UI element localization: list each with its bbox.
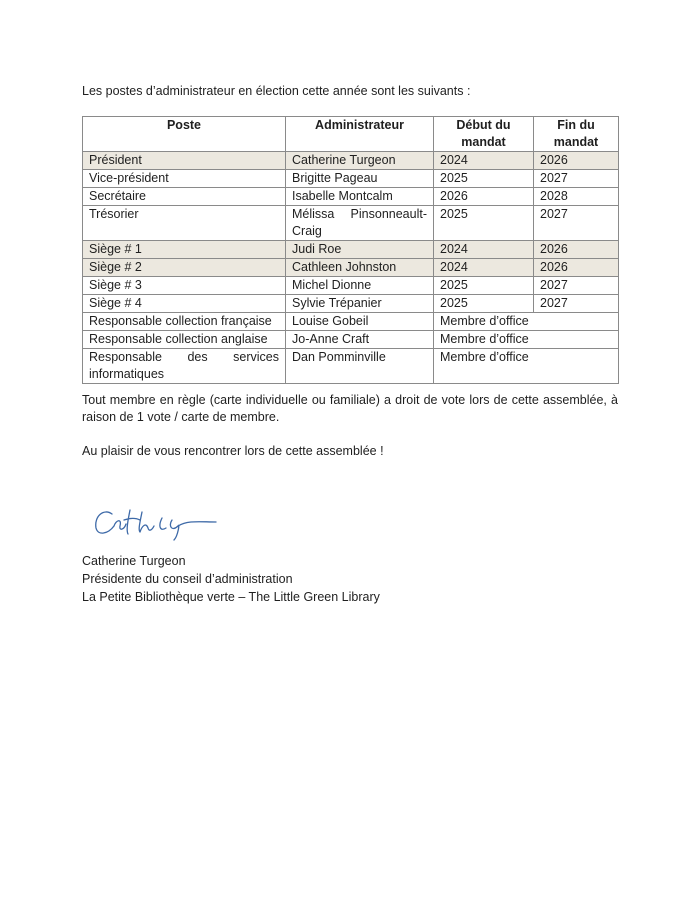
cell-fin: 2027: [534, 206, 619, 241]
cell-poste-line1: Responsable des services: [89, 350, 279, 364]
cell-poste: Trésorier: [83, 206, 286, 241]
header-fin-mandat: [534, 117, 619, 152]
cell-administrateur: Judi Roe: [286, 241, 434, 259]
header-fin-line1: Fin du: [557, 118, 595, 132]
cell-mandat: Membre d’office: [434, 331, 619, 349]
cell-administrateur: Jo-Anne Craft: [286, 331, 434, 349]
table-row: [83, 170, 619, 188]
voting-rights-paragraph: Tout membre en règle (carte individuelle ou familiale) a droit de vote lors de cette assemblée, à raison de 1 vote / carte de membre.: [82, 393, 618, 424]
table-row: [83, 295, 619, 313]
table-header-row: [83, 117, 619, 152]
cell-debut: 2025: [434, 170, 534, 188]
table-row: [83, 241, 619, 259]
signatory-title: Présidente du conseil d’administration: [82, 572, 293, 586]
header-administrateur: Administrateur: [286, 117, 434, 152]
cell-administrateur: Isabelle Montcalm: [286, 188, 434, 206]
cell-poste: Siège # 2: [83, 259, 286, 277]
cell-mandat: Membre d’office: [434, 313, 619, 331]
cell-debut: 2024: [434, 241, 534, 259]
cell-debut: 2024: [434, 259, 534, 277]
signature-block: [82, 553, 622, 607]
cell-administrateur: Dan Pomminville: [286, 349, 434, 384]
cell-administrateur-line1: Mélissa Pinsonneault-: [292, 207, 427, 221]
officers-table: [82, 116, 619, 384]
cell-fin: 2027: [534, 295, 619, 313]
cell-debut: 2026: [434, 188, 534, 206]
header-debut-mandat: [434, 117, 534, 152]
signatory-name: Catherine Turgeon: [82, 554, 186, 568]
cell-administrateur-line2: Craig: [292, 224, 322, 238]
cell-fin: 2027: [534, 277, 619, 295]
cell-debut: 2024: [434, 152, 534, 170]
cell-fin: 2027: [534, 170, 619, 188]
handwritten-signature: [88, 496, 228, 546]
cell-administrateur: Michel Dionne: [286, 277, 434, 295]
cell-administrateur: Catherine Turgeon: [286, 152, 434, 170]
cell-poste: Secrétaire: [83, 188, 286, 206]
table-row: [83, 188, 619, 206]
cell-debut: 2025: [434, 206, 534, 241]
cell-mandat: Membre d’office: [434, 349, 619, 384]
cell-poste-line2: informatiques: [89, 367, 165, 381]
header-debut-line2: mandat: [461, 135, 506, 149]
table-row: [83, 152, 619, 170]
table-row: [83, 313, 619, 331]
cell-fin: 2026: [534, 152, 619, 170]
cell-administrateur: [286, 206, 434, 241]
cell-debut: 2025: [434, 277, 534, 295]
header-debut-line1: Début du: [456, 118, 511, 132]
cell-debut: 2025: [434, 295, 534, 313]
table-row: [83, 206, 619, 241]
cell-fin: 2028: [534, 188, 619, 206]
table-row: [83, 331, 619, 349]
cell-poste: Vice-président: [83, 170, 286, 188]
table-row: [83, 277, 619, 295]
cell-fin: 2026: [534, 241, 619, 259]
cell-poste: Responsable collection française: [83, 313, 286, 331]
organization-name: La Petite Bibliothèque verte – The Little Green Library: [82, 590, 380, 604]
cell-administrateur: Sylvie Trépanier: [286, 295, 434, 313]
cell-poste: Siège # 1: [83, 241, 286, 259]
cell-poste: Siège # 3: [83, 277, 286, 295]
cell-administrateur: Brigitte Pageau: [286, 170, 434, 188]
table-row: [83, 259, 619, 277]
cell-administrateur: Louise Gobeil: [286, 313, 434, 331]
header-fin-line2: mandat: [553, 135, 599, 149]
cell-administrateur: Cathleen Johnston: [286, 259, 434, 277]
cell-poste: Responsable collection anglaise: [83, 331, 286, 349]
table-row: [83, 349, 619, 384]
cell-poste: Siège # 4: [83, 295, 286, 313]
closing-paragraph: Au plaisir de vous rencontrer lors de cette assemblée !: [82, 444, 384, 458]
cell-fin: 2026: [534, 259, 619, 277]
intro-text: Les postes d’administrateur en élection cette année sont les suivants :: [82, 84, 471, 98]
header-poste: Poste: [83, 117, 286, 152]
cell-poste: Président: [83, 152, 286, 170]
cell-poste: [83, 349, 286, 384]
